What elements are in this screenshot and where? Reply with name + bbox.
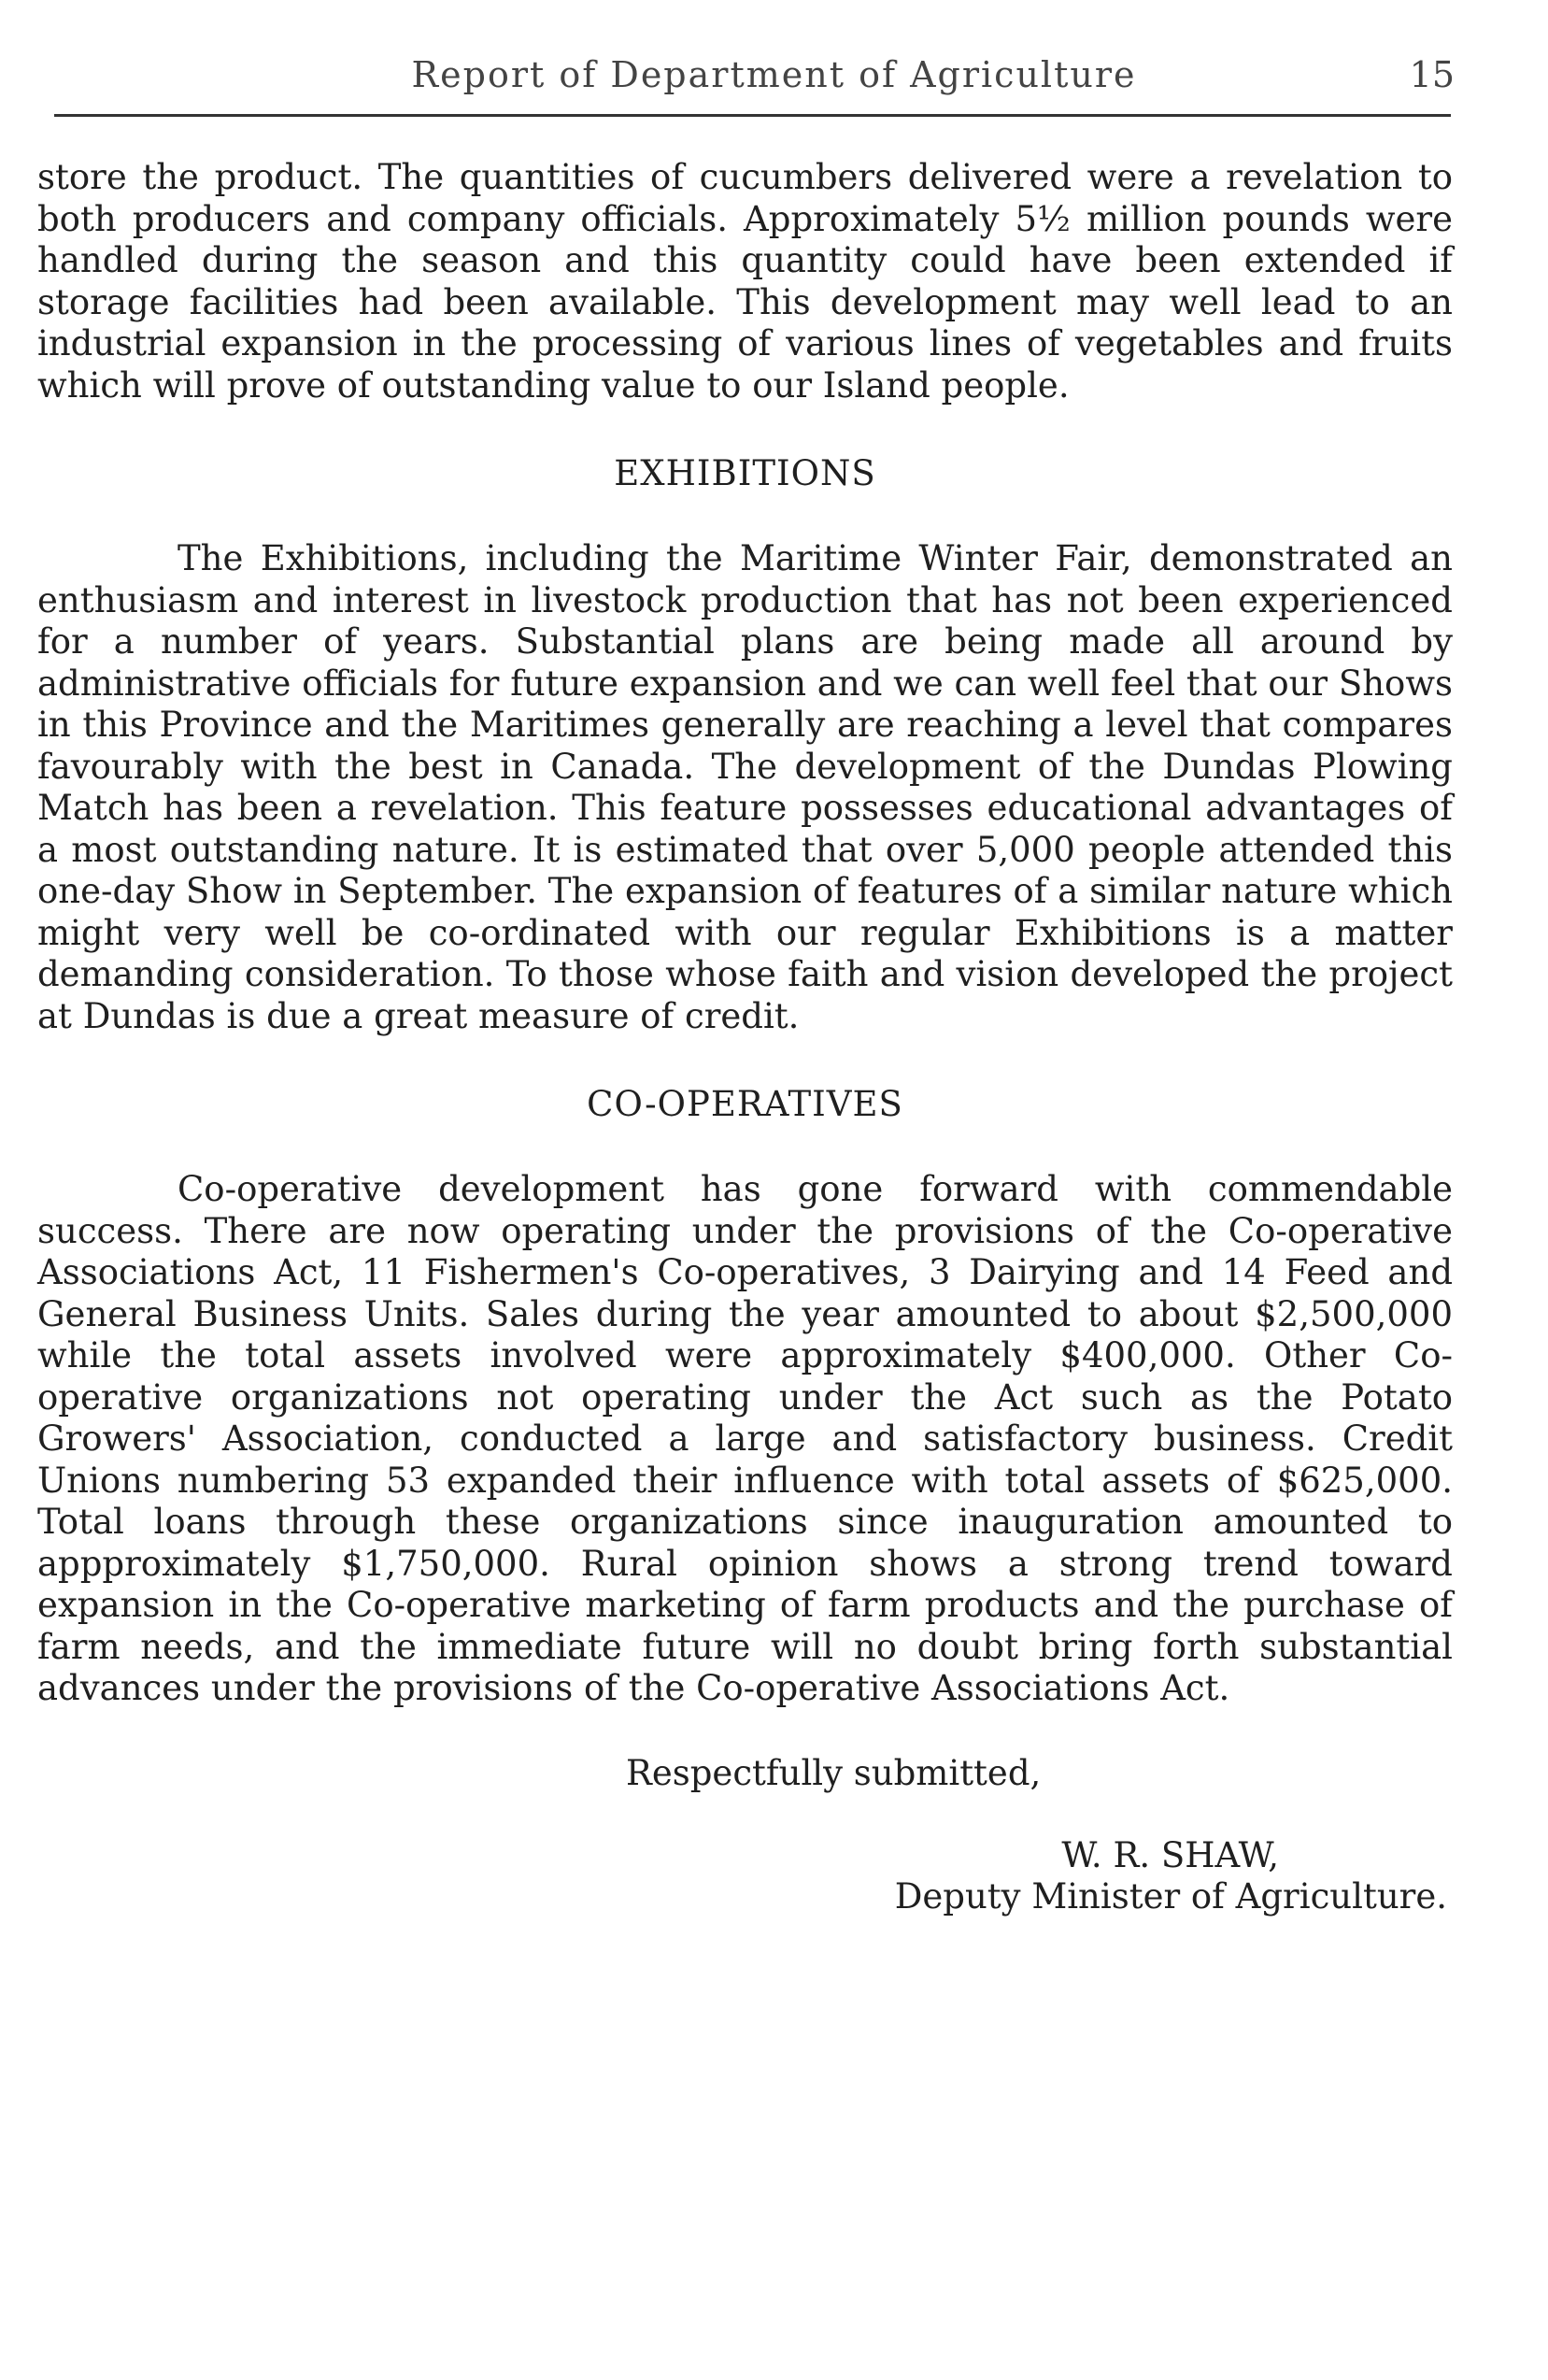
section-heading-exhibitions: EXHIBITIONS: [614, 453, 876, 493]
co-operatives-paragraph: Co-operative development has gone forward with commendable success. There are now operating under the provisions of the Co-operative Associations Act, 11 Fishermen's Co-operatives, 3 Dairying and 14 Feed and General Business Units. Sales during the year amounted to about $2,500,000 while the total assets involved were approximately $400,000. Other Co-operative organizations not operating under the Act such as the Potato Growers' Association, conducted a large and satisfactory business. Credit Unions numbering 53 expanded their influence with total assets of $625,000. Total loans through these organizations since inauguration amounted to appproximately $1,750,000. Rural opinion shows a strong trend toward expansion in the Co-operative marketing of farm products and the purchase of farm needs, and the immediate future will no doubt bring forth substantial advances under the provisions of the Co-operative Associations Act.: [37, 1169, 1453, 1708]
signature-block: [37, 1835, 1453, 1917]
continuation-paragraph: store the product. The quantities of cucumbers delivered were a revelation to both producers and company officials. Approximately 5½ million pounds were handled during the season and this quantity could have been extended if storage facilities had been available. This development may well lead to an industrial expansion in the processing of various lines of vegetables and fruits which will prove of outstanding value to our Island people.: [37, 157, 1453, 406]
valediction: Respectfully submitted,: [626, 1752, 1042, 1793]
header-rule: [54, 114, 1451, 117]
page-number: 15: [1409, 54, 1455, 95]
running-title: Report of Department of Agriculture: [411, 54, 1137, 95]
running-header: [0, 54, 1548, 110]
exhibitions-paragraph: The Exhibitions, including the Maritime Winter Fair, demonstrated an enthusiasm and interest in livestock production that has not been experienced for a number of years. Substantial plans are being made all around by administrative officials for future expansion and we can well feel that our Shows in this Province and the Maritimes generally are reaching a level that compares favourably with the best in Canada. The development of the Dundas Plowing Match has been a revelation. This feature possesses educational advantages of a most outstanding nature. It is estimated that over 5,000 people attended this one-day Show in September. The expansion of features of a similar nature which might very well be co-ordinated with our regular Exhibitions is a matter demanding consideration. To those whose faith and vision developed the project at Dundas is due a great measure of credit.: [37, 538, 1453, 1036]
section-heading-co-operatives: CO-OPERATIVES: [587, 1084, 903, 1124]
page-body: [37, 157, 1453, 1917]
signer-title: Deputy Minister of Agriculture.: [894, 1875, 1447, 1917]
signer-name: W. R. SHAW,: [1061, 1834, 1279, 1875]
